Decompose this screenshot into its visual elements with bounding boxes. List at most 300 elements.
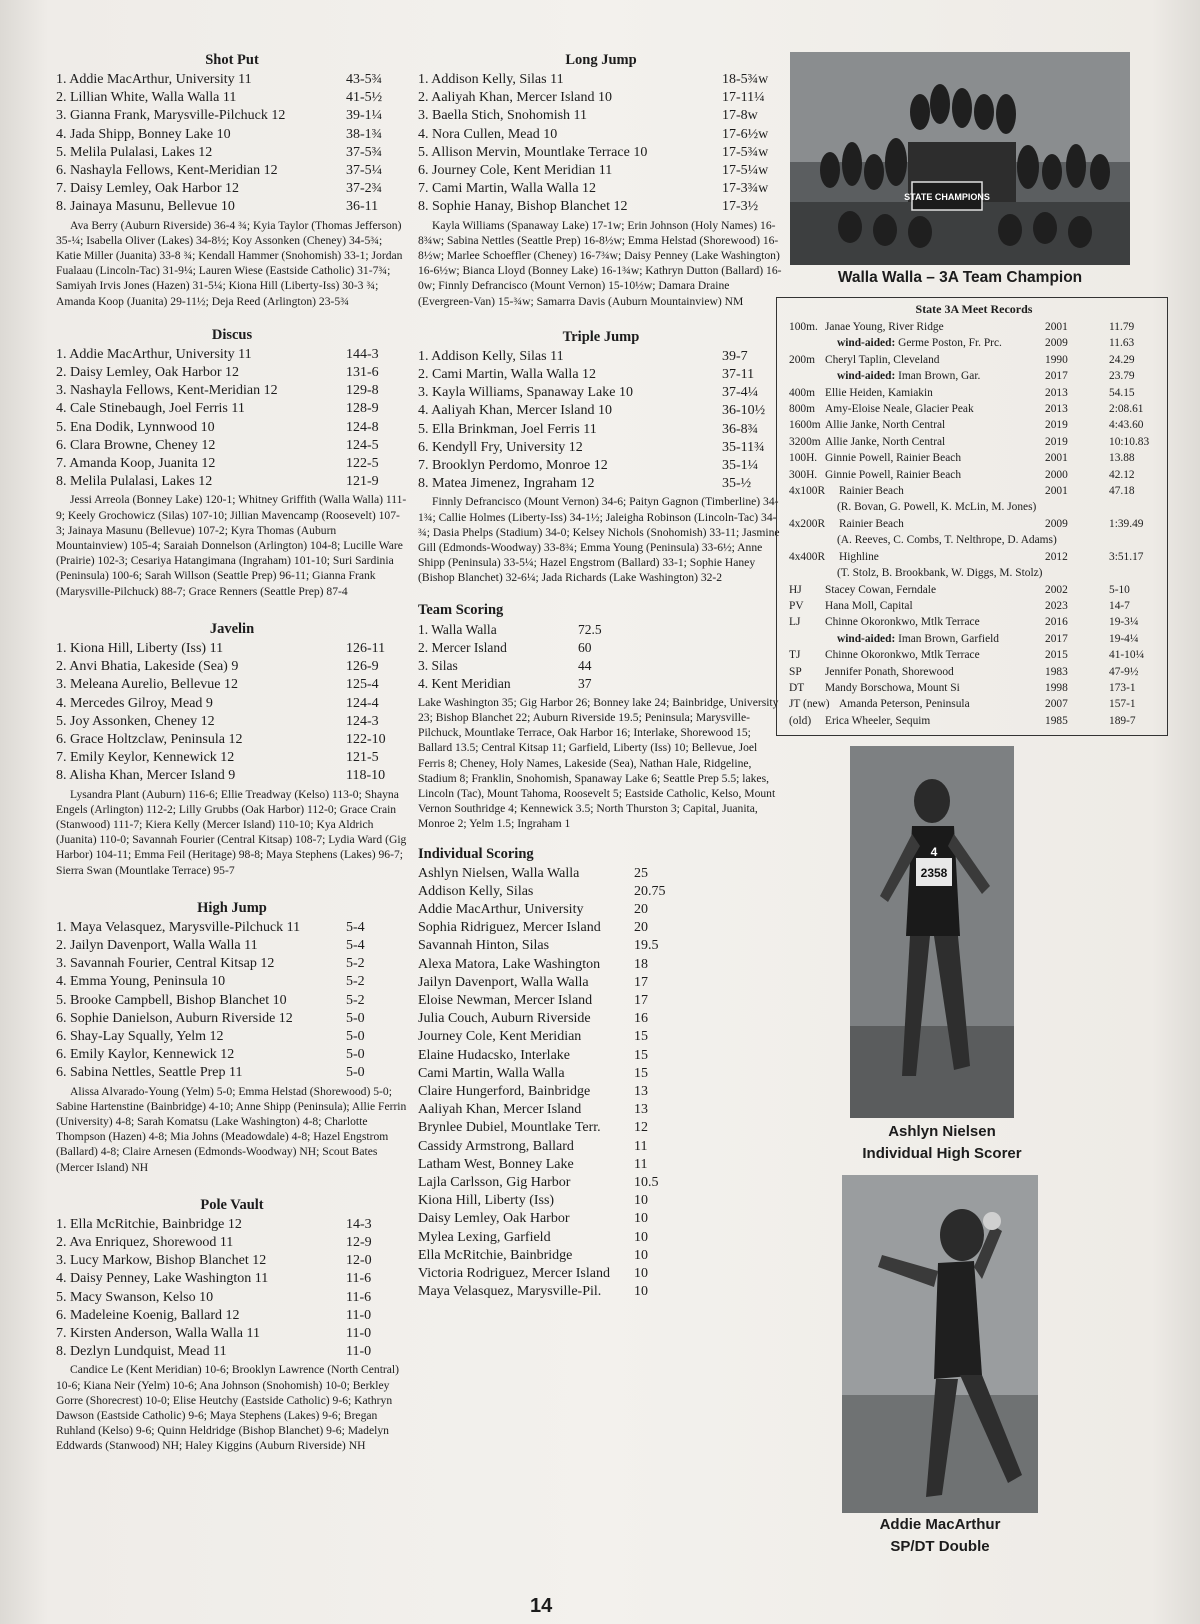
record-row [789, 467, 1159, 483]
results-list [418, 348, 784, 494]
result-points: 11 [634, 1138, 648, 1154]
result-row [418, 639, 784, 657]
result-mark: 124-8 [346, 419, 379, 435]
result-name: 7. Amanda Koop, Juanita 12 [56, 456, 216, 472]
result-points: 10 [634, 1211, 648, 1227]
record-mark: 3:51.17 [1109, 550, 1144, 563]
record-mark: 19-4¼ [1109, 632, 1139, 645]
result-name: 1. Kiona Hill, Liberty (Iss) 11 [56, 640, 224, 656]
result-row [56, 437, 408, 455]
record-row [789, 368, 1159, 384]
result-mark: 122-5 [346, 456, 379, 472]
record-holder-cell [825, 417, 1045, 433]
result-row [56, 455, 408, 473]
record-holder: Ginnie Powell, Rainier Beach [825, 468, 962, 481]
result-name: Daisy Lemley, Oak Harbor [418, 1211, 570, 1227]
team-photo-caption: Walla Walla – 3A Team Champion [837, 269, 1083, 286]
result-row [56, 419, 408, 437]
records-title: State 3A Meet Records [915, 302, 1033, 316]
record-holder: Allie Janke, North Central [825, 419, 946, 432]
record-holder: Hana Moll, Capital [825, 599, 913, 612]
record-holder-cell [825, 352, 1045, 368]
result-name: Julia Couch, Auburn Riverside [418, 1011, 591, 1027]
result-name: Mylea Lexing, Garfield [418, 1229, 551, 1245]
result-name: 5. Ella Brinkman, Joel Ferris 11 [418, 421, 597, 437]
result-points: 20 [634, 920, 648, 936]
result-name: 2. Lillian White, Walla Walla 11 [56, 90, 237, 106]
result-row [418, 937, 784, 955]
result-row [418, 384, 784, 402]
record-row [789, 647, 1159, 663]
result-mark: 72.5 [578, 621, 602, 637]
record-holder-cell [825, 434, 1045, 450]
result-row [418, 1028, 784, 1046]
result-name: Journey Cole, Kent Meridian [418, 1029, 582, 1045]
column-left [56, 52, 408, 1466]
event-triple-jump [418, 329, 784, 586]
record-event: PV [789, 599, 804, 612]
result-points: 12 [634, 1120, 648, 1136]
result-row [56, 346, 408, 364]
results-list [418, 865, 784, 1302]
event-shot-put [56, 52, 408, 309]
result-row [418, 1010, 784, 1028]
result-row [418, 621, 784, 639]
result-points: 10.5 [634, 1174, 659, 1190]
result-mark: 37-5¼ [346, 163, 383, 179]
result-row [56, 198, 408, 216]
team-photo-image [790, 52, 1130, 265]
result-row [56, 658, 408, 676]
result-mark: 36-11 [346, 199, 379, 215]
result-row [418, 1229, 784, 1247]
result-mark: 121-5 [346, 750, 379, 766]
bib-top: 4 [930, 845, 938, 860]
result-row [418, 198, 784, 216]
result-row [56, 1252, 408, 1270]
result-name: Kiona Hill, Liberty (Iss) [418, 1193, 555, 1209]
record-year: 2007 [1045, 698, 1068, 711]
record-year: 1985 [1045, 714, 1068, 727]
event-title: Discus [211, 326, 253, 343]
result-name: 2. Ava Enriquez, Shorewood 11 [56, 1234, 234, 1250]
result-points: 10 [634, 1265, 648, 1281]
result-mark: 131-6 [346, 365, 379, 381]
result-row [56, 749, 408, 767]
record-mark: 14-7 [1109, 599, 1130, 612]
record-year: 2023 [1045, 599, 1068, 612]
also-competed: Lysandra Plant (Auburn) 116-6; Ellie Treadway (Kelso) 113-0; Shayna Engels (Arlington) 112-2; Lilly Grubbs (Oak Harbor) 112-0; Grace Crain (Stanwood) 111-7; Kiera Kelly (Mercer Island) 110-10; Kya Aldrich (Juanita) 110-0; Savannah Fourier (Central Kitsap) 108-7; Lydia Ward (Gig Harbor) 104-11; Emma Feil (Heritage) 98-8; Maya Stephens (Lakes) 96-7; Sierra Swan (Mountlake Terrace) 95-7 [56, 787, 407, 877]
result-points: 19.5 [634, 938, 659, 954]
record-year: 2001 [1045, 485, 1068, 498]
section-title: Team Scoring [418, 601, 504, 618]
result-points: 13 [634, 1102, 648, 1118]
record-mark: 11.63 [1109, 337, 1135, 350]
record-mark: 4:43.60 [1109, 419, 1144, 432]
result-name: 1. Maya Velasquez, Marysville-Pilchuck 11 [56, 919, 301, 935]
result-row [418, 1047, 784, 1065]
record-mark: 47.18 [1109, 485, 1135, 498]
result-mark: 17-6½w [722, 126, 769, 142]
record-row [789, 631, 1159, 647]
result-points: 15 [634, 1065, 648, 1081]
result-name: 1. Addison Kelly, Silas 11 [418, 348, 564, 364]
result-mark: 11-0 [346, 1344, 372, 1360]
result-points: 17 [634, 974, 648, 990]
relay-members: (A. Reeves, C. Combs, T. Nelthrope, D. Adams) [837, 534, 1057, 547]
record-holder: Stacey Cowan, Ferndale [825, 583, 937, 596]
result-row [56, 676, 408, 694]
record-holder: Erica Wheeler, Sequim [825, 714, 931, 727]
individual-scoring [418, 846, 784, 1302]
caption-line: SP/DT Double [890, 1538, 990, 1556]
result-row [418, 348, 784, 366]
result-row [418, 107, 784, 125]
record-event: 300H. [789, 468, 818, 481]
record-holder: Mandy Borschowa, Mount Si [825, 681, 960, 694]
result-row [418, 1174, 784, 1192]
result-name: 3. Baella Stich, Snohomish 11 [418, 108, 588, 124]
record-holder-cell [825, 713, 1045, 729]
result-mark: 17-3¾w [722, 181, 769, 197]
result-mark: 37 [578, 675, 592, 691]
record-holder: Rainier Beach [839, 485, 904, 498]
result-mark: 14-3 [346, 1216, 372, 1232]
result-name: 5. Macy Swanson, Kelso 10 [56, 1289, 214, 1305]
result-name: Cami Martin, Walla Walla [418, 1065, 565, 1081]
record-mark: 19-3¼ [1109, 616, 1139, 629]
wind-aided-label: wind-aided: [837, 632, 896, 645]
record-event: 800m [789, 403, 815, 416]
record-holder-cell [839, 696, 1045, 712]
result-mark: 37-11 [722, 367, 755, 383]
team-scoring [418, 602, 784, 832]
result-row [56, 144, 408, 162]
result-name: Latham West, Bonney Lake [418, 1156, 574, 1172]
result-mark: 5-0 [346, 1047, 365, 1063]
result-points: 17 [634, 992, 648, 1008]
result-row [56, 364, 408, 382]
record-event: 100m. [789, 321, 818, 333]
event-title: High Jump [197, 899, 267, 916]
result-row [56, 713, 408, 731]
event-title: Javelin [209, 620, 255, 637]
result-name: 6. Grace Holtzclaw, Peninsula 12 [56, 731, 243, 747]
record-row [789, 549, 1159, 565]
result-row [418, 657, 784, 675]
result-row [56, 731, 408, 749]
result-row [418, 1138, 784, 1156]
result-name: 5. Brooke Campbell, Bishop Blanchet 10 [56, 992, 287, 1008]
result-name: 5. Allison Mervin, Mountlake Terrace 10 [418, 144, 648, 160]
record-holder: Germe Poston, Fr. Prc. [898, 337, 1002, 350]
result-name: 3. Lucy Markow, Bishop Blanchet 12 [56, 1253, 267, 1269]
result-mark: 39-1¼ [346, 108, 383, 124]
result-mark: 5-0 [346, 1065, 365, 1081]
result-row [56, 1289, 408, 1307]
result-row [56, 1270, 408, 1288]
result-mark: 17-11¼ [722, 90, 765, 106]
result-points: 15 [634, 1047, 648, 1063]
result-name: 1. Addie MacArthur, University 11 [56, 346, 252, 362]
result-name: 5. Joy Assonken, Cheney 12 [56, 713, 215, 729]
result-name: 4. Kent Meridian [418, 675, 511, 691]
event-long-jump [418, 52, 784, 309]
result-name: 6. Shay-Lay Squally, Yelm 12 [56, 1028, 224, 1044]
result-row [56, 1216, 408, 1234]
result-row [56, 473, 408, 491]
result-row [56, 180, 408, 198]
result-row [418, 89, 784, 107]
caption-line: Individual High Scorer [862, 1145, 1022, 1163]
result-name: 4. Aaliyah Khan, Mercer Island 10 [418, 403, 612, 419]
result-mark: 17-8w [722, 108, 758, 124]
record-holder-cell [825, 368, 1045, 384]
result-name: 6. Clara Browne, Cheney 12 [56, 437, 216, 453]
result-name: 3. Kayla Williams, Spanaway Lake 10 [418, 385, 633, 401]
records-list [789, 319, 1159, 729]
record-event: TJ [789, 649, 801, 662]
result-name: Elaine Hudacsko, Interlake [418, 1047, 570, 1063]
result-row [56, 973, 408, 991]
result-row [56, 162, 408, 180]
record-row [789, 319, 1159, 335]
result-name: 8. Sophie Hanay, Bishop Blanchet 12 [418, 199, 628, 215]
result-mark: 11-0 [346, 1307, 372, 1323]
result-name: Sophia Ridriguez, Mercer Island [418, 920, 601, 936]
result-mark: 35-1¼ [722, 458, 759, 474]
result-row [418, 126, 784, 144]
record-year: 2012 [1045, 550, 1068, 563]
result-row [56, 1343, 408, 1361]
record-event: SP [789, 665, 802, 678]
result-mark: 126-9 [346, 659, 379, 675]
result-mark: 35-½ [722, 476, 752, 492]
result-name: 7. Cami Martin, Walla Walla 12 [418, 181, 597, 197]
result-mark: 11-6 [346, 1289, 372, 1305]
result-row [56, 1064, 408, 1082]
record-event: JT (new) [789, 698, 830, 711]
record-year: 2009 [1045, 337, 1068, 350]
result-mark: 36-8¾ [722, 421, 759, 437]
results-list [56, 919, 408, 1083]
results-list [56, 640, 408, 786]
wind-aided-label: wind-aided: [837, 370, 896, 383]
record-event [789, 368, 825, 384]
record-row [789, 417, 1159, 433]
record-holder: Chinne Okoronkwo, Mtlk Terrace [825, 649, 980, 662]
result-points: 15 [634, 1029, 648, 1045]
result-points: 10 [634, 1247, 648, 1263]
result-row [418, 1247, 784, 1265]
record-mark: 13.88 [1109, 452, 1135, 465]
event-high-jump [56, 900, 408, 1175]
result-name: 4. Nora Cullen, Mead 10 [418, 126, 558, 142]
record-mark: 24.29 [1109, 353, 1135, 366]
record-event: 4x200R [789, 517, 826, 530]
result-points: 18 [634, 956, 648, 972]
result-name: 8. Alisha Khan, Mercer Island 9 [56, 768, 236, 784]
result-mark: 39-7 [722, 348, 748, 364]
nielsen-caption [790, 1121, 1094, 1165]
record-year: 2017 [1045, 370, 1068, 383]
record-holder: Ginnie Powell, Rainier Beach [825, 452, 962, 465]
record-holder: Ellie Heiden, Kamiakin [825, 386, 933, 399]
result-mark: 121-9 [346, 474, 379, 490]
record-holder-cell [825, 467, 1045, 483]
event-title: Shot Put [205, 52, 259, 68]
result-mark: 125-4 [346, 677, 379, 693]
result-row [56, 400, 408, 418]
result-points: 16 [634, 1011, 648, 1027]
caption-line: Ashlyn Nielsen [888, 1123, 996, 1141]
result-name: 7. Daisy Lemley, Oak Harbor 12 [56, 181, 239, 197]
record-holder-cell [825, 631, 1045, 647]
record-event: LJ [789, 616, 801, 629]
record-holder-cell [825, 385, 1045, 401]
event-javelin [56, 621, 408, 878]
result-mark: 124-5 [346, 437, 379, 453]
result-mark: 5-2 [346, 974, 365, 990]
result-mark: 124-3 [346, 713, 379, 729]
record-holder: Amy-Eloise Neale, Glacier Peak [825, 403, 974, 416]
result-mark: 11-6 [346, 1271, 372, 1287]
results-list [418, 621, 784, 693]
record-mark: 5-10 [1109, 583, 1130, 596]
result-mark: 17-5¼w [722, 163, 769, 179]
result-row [418, 1283, 784, 1301]
record-row [789, 664, 1159, 680]
record-row [789, 713, 1159, 729]
record-year: 2013 [1045, 386, 1068, 399]
record-event: 200m [789, 353, 815, 366]
result-mark: 5-2 [346, 992, 365, 1008]
record-mark: 41-10¼ [1109, 649, 1145, 662]
record-holder-cell [825, 647, 1045, 663]
result-name: 8. Dezlyn Lundquist, Mead 11 [56, 1344, 227, 1360]
result-mark: 17-5¾w [722, 144, 769, 160]
also-competed: Ava Berry (Auburn Riverside) 36-4 ¾; Kyia Taylor (Thomas Jefferson) 35-¼; Isabella Oliver (Lakes) 34-8½; Koy Assonken (Cheney) 34-5¾; Katie Miller (Juanita) 33-8 ¾; Kendall Hammer (Snohomish) 33-1; Jordan Fualaau (Lincoln-Tac) 31-9¼; Lauren Wiese (Eastside Catholic) 31-7¾; Samiyah Irvis Jones (Hazen) 31-5¼; Kiona Hill (Liberty-Iss) 30-3 ¾; Amanda Koop (Juanita) 29-11½; Deja Reed (Arlington) 23-5¾ [56, 218, 403, 308]
result-mark: 5-2 [346, 956, 365, 972]
record-row [789, 598, 1159, 614]
record-holder-cell [839, 516, 1045, 532]
result-mark: 129-8 [346, 383, 379, 399]
result-name: 8. Matea Jimenez, Ingraham 12 [418, 476, 595, 492]
result-row [418, 1192, 784, 1210]
athlete-photo-image [850, 746, 1014, 1118]
result-mark: 35-11¾ [722, 439, 765, 455]
result-mark: 37-4¼ [722, 385, 759, 401]
result-mark: 44 [578, 657, 592, 673]
record-holder-cell [825, 664, 1045, 680]
result-mark: 124-4 [346, 695, 379, 711]
record-year: 2000 [1045, 468, 1068, 481]
result-name: 4. Cale Stinebaugh, Joel Ferris 11 [56, 401, 245, 417]
record-row [789, 516, 1159, 532]
result-mark: 126-11 [346, 640, 386, 656]
record-holder: Iman Brown, Gar. [898, 370, 981, 383]
result-name: 5. Ena Dodik, Lynnwood 10 [56, 419, 215, 435]
record-year: 2016 [1045, 616, 1068, 629]
team-photo [790, 52, 1130, 265]
result-name: 3. Silas [418, 657, 458, 673]
record-holder: Janae Young, River Ridge [825, 321, 944, 333]
result-points: 20 [634, 901, 648, 917]
macarthur-caption [790, 1514, 1090, 1558]
result-row [56, 937, 408, 955]
result-row [418, 402, 784, 420]
record-row [789, 614, 1159, 630]
result-row [56, 382, 408, 400]
result-name: 3. Meleana Aurelio, Bellevue 12 [56, 677, 238, 693]
also-competed: Candice Le (Kent Meridian) 10-6; Brooklyn Lawrence (North Central) 10-6; Kiana Neir (Yelm) 10-6; Ana Johnson (Snohomish) 10-0; Berkley Gorre (Shorecrest) 10-0; Elise Heutchy (Eastside Catholic) 9-6; Kathryn Dawson (Eastside Catholic) 9-6; Maya Stephens (Lakes) 9-6; Bregan Ruhland (Kelso) 9-6; Quinn Heldridge (Bishop Blanchet) 9-6; Madelyn Eddwards (Stanwood) NH; Haley Kiggins (Auburn Riverside) NH [56, 1363, 400, 1453]
result-mark: 38-1¾ [346, 126, 383, 142]
record-year: 2019 [1045, 435, 1068, 448]
record-row [789, 385, 1159, 401]
result-mark: 5-4 [346, 919, 365, 935]
record-mark: 1:39.49 [1109, 517, 1144, 530]
record-mark: 157-1 [1109, 698, 1136, 711]
result-row [56, 1046, 408, 1064]
result-name: 2. Jailyn Davenport, Walla Walla 11 [56, 937, 258, 953]
also-competed: Jessi Arreola (Bonney Lake) 120-1; Whitney Griffith (Walla Walla) 111-9; Keely Grochowicz (Silas) 107-10; Jillian Mavencamp (Roosevelt) 107-3; Jainaya Masunu (Bellevue) 107-2; Kyra Thomas (Auburn Mountainview) 105-4; Saraiah Donnelson (Arlington) 104-8; Lucille Ware (Prairie) 102-3; Cesariya Hatangimana (Ingraham) 101-10; Suri Sardinia (Peninsula) 100-6; Sarah Willson (Seattle Prep) 96-11; Gianna Frank (Marysville-Pilchuck) 88-7; Grace Renners (Seattle Prep) 87-4 [56, 493, 407, 598]
result-name: 1. Walla Walla [418, 621, 497, 637]
result-row [56, 919, 408, 937]
result-mark: 122-10 [346, 731, 386, 747]
result-name: 2. Aaliyah Khan, Mercer Island 10 [418, 90, 612, 106]
record-mark: 11.79 [1109, 321, 1135, 333]
result-name: 1. Addison Kelly, Silas 11 [418, 72, 564, 87]
result-name: 8. Jainaya Masunu, Bellevue 10 [56, 199, 235, 215]
section-title: Individual Scoring [418, 845, 534, 862]
record-row [789, 582, 1159, 598]
result-name: Eloise Newman, Mercer Island [418, 992, 593, 1008]
result-name: 4. Daisy Penney, Lake Washington 11 [56, 1271, 269, 1287]
also-competed: Kayla Williams (Spanaway Lake) 17-1w; Erin Johnson (Holy Names) 16-8¾w; Sabina Nettles (Seattle Prep) 16-8½w; Emma Helstad (Shorewood) 16-8½w; Marlee Schoeffler (Cheney) 16-7¾w; Daisy Penney (Lake Washington) 16-6½w; Bianca Lloyd (Bonney Lake) 16-1¾w; Kathryn Dutton (Ballard) 16-0w; Finnly Defrancisco (Mount Vernon) 15-10½w; Damara Draine (Evergreen-Van) 15-¾w; Samarra Davis (Auburn Mountainview) NM [418, 218, 782, 308]
record-year: 2002 [1045, 583, 1068, 596]
athlete-photo-image [842, 1175, 1038, 1513]
result-name: Brynlee Dubiel, Mountlake Terr. [418, 1120, 601, 1136]
record-event: 4x100R [789, 485, 826, 498]
result-row [418, 180, 784, 198]
record-holder-cell [839, 483, 1045, 499]
wind-aided-label: wind-aided: [837, 337, 896, 350]
relay-members: (R. Bovan, G. Powell, K. McLin, M. Jones) [837, 501, 1037, 514]
result-name: Maya Velasquez, Marysville-Pil. [418, 1284, 602, 1300]
result-name: Cassidy Armstrong, Ballard [418, 1138, 574, 1154]
bib-number: 2358 [920, 866, 948, 881]
result-row [418, 675, 784, 693]
result-mark: 43-5¾ [346, 72, 383, 87]
records-box [776, 297, 1168, 736]
event-title: Pole Vault [200, 1196, 264, 1213]
record-year: 2015 [1045, 649, 1068, 662]
result-row [418, 901, 784, 919]
result-points: 25 [634, 865, 648, 881]
record-holder-cell [839, 549, 1045, 565]
result-row [56, 107, 408, 125]
result-mark: 144-3 [346, 346, 379, 362]
result-points: 13 [634, 1083, 648, 1099]
record-mark: 23.79 [1109, 370, 1135, 383]
result-mark: 12-0 [346, 1253, 372, 1269]
result-name: 3. Savannah Fourier, Central Kitsap 12 [56, 956, 275, 972]
result-name: 1. Addie MacArthur, University 11 [56, 72, 252, 87]
record-year: 2013 [1045, 403, 1068, 416]
result-name: Addison Kelly, Silas [418, 883, 534, 899]
record-holder: Chinne Okoronkwo, Mtlk Terrace [825, 616, 980, 629]
result-mark: 17-3½ [722, 199, 759, 215]
